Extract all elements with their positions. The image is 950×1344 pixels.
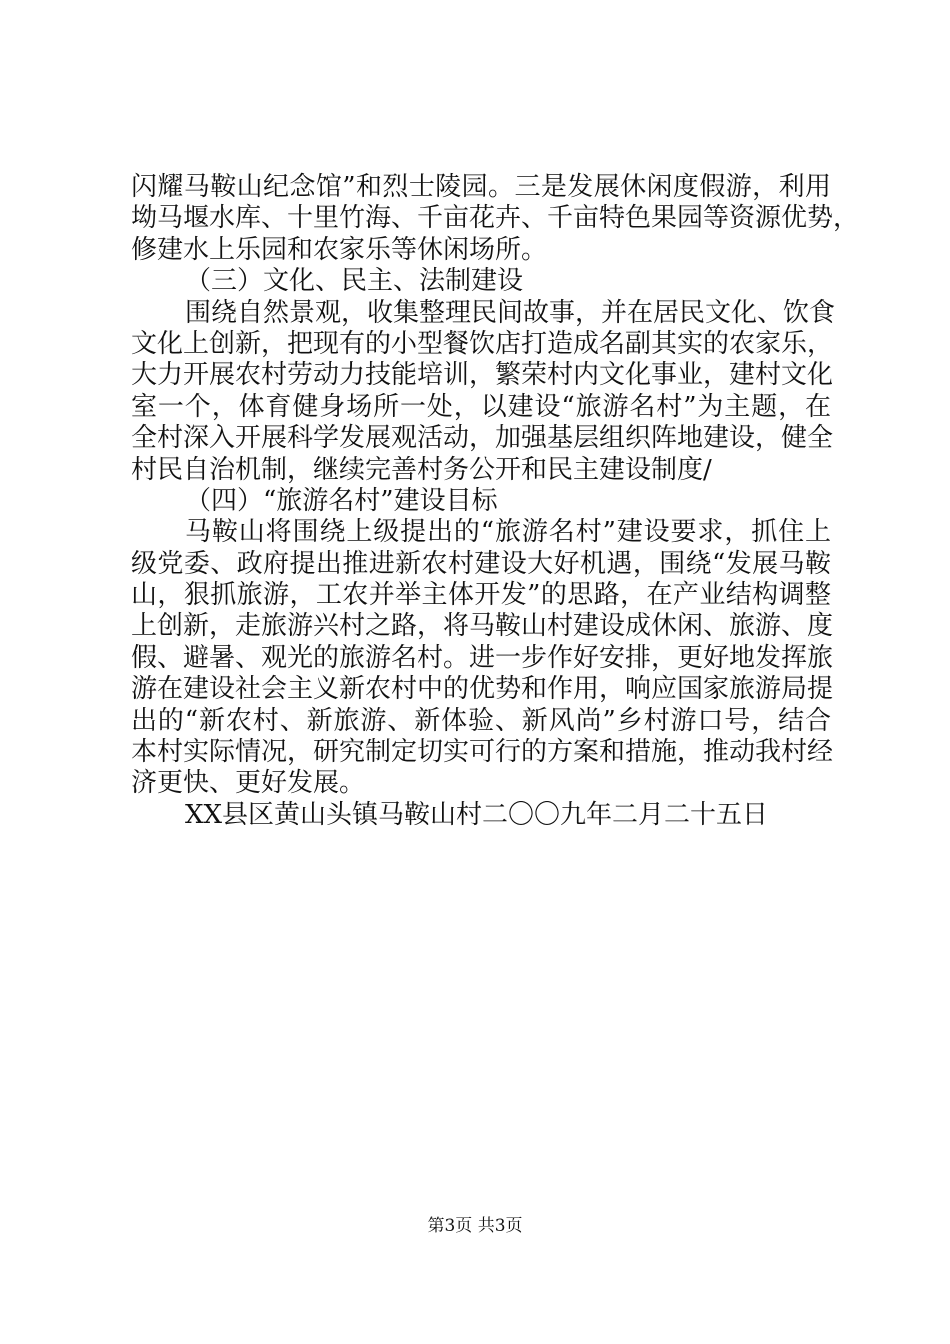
signature-line: XX县区黄山头镇马鞍山村二〇〇九年二月二十五日 <box>185 799 769 830</box>
page-footer: 第3页 共3页 <box>427 1216 523 1236</box>
paragraph-line: 本村实际情况，研究制定切实可行的方案和措施，推动我村经 <box>131 737 834 768</box>
paragraph-line: 村民自治机制，继续完善村务公开和民主建设制度/ <box>131 454 712 485</box>
section-heading-goals: （四）“旅游名村”建设目标 <box>185 485 498 516</box>
paragraph-line: 上创新，走旅游兴村之路，将马鞍山村建设成休闲、旅游、度 <box>131 611 834 642</box>
paragraph-line: 济更快、更好发展。 <box>131 768 366 799</box>
paragraph-line: 坳马堰水库、十里竹海、千亩花卉、千亩特色果园等资源优势， <box>131 203 860 234</box>
section-heading-culture: （三）文化、民主、法制建设 <box>185 266 524 297</box>
paragraph-line: 假、避暑、观光的旅游名村。进一步作好安排，更好地发挥旅 <box>131 642 834 673</box>
paragraph-line: 修建水上乐园和农家乐等休闲场所。 <box>131 234 548 265</box>
paragraph-line: 大力开展农村劳动力技能培训，繁荣村内文化事业，建村文化 <box>131 360 834 391</box>
paragraph-line: 山，狠抓旅游，工农并举主体开发”的思路，在产业结构调整 <box>131 580 831 611</box>
paragraph-line: 马鞍山将围绕上级提出的“旅游名村”建设要求，抓住上 <box>185 517 831 548</box>
document-body <box>131 172 860 831</box>
paragraph-line: 文化上创新，把现有的小型餐饮店打造成名副其实的农家乐， <box>131 328 834 359</box>
paragraph-line: 室一个，体育健身场所一处，以建设“旅游名村”为主题，在 <box>131 391 831 422</box>
paragraph-line: 闪耀马鞍山纪念馆”和烈士陵园。三是发展休闲度假游，利用 <box>131 172 831 202</box>
paragraph-line: 级党委、政府提出推进新农村建设大好机遇，围绕“发展马鞍 <box>131 548 831 579</box>
paragraph-line: 出的“新农村、新旅游、新体验、新风尚”乡村游口号，结合 <box>131 705 831 736</box>
paragraph-line: 围绕自然景观，收集整理民间故事，并在居民文化、饮食 <box>185 297 836 328</box>
paragraph-line: 游在建设社会主义新农村中的优势和作用，响应国家旅游局提 <box>131 674 834 705</box>
paragraph-line: 全村深入开展科学发展观活动，加强基层组织阵地建设，健全 <box>131 423 834 454</box>
